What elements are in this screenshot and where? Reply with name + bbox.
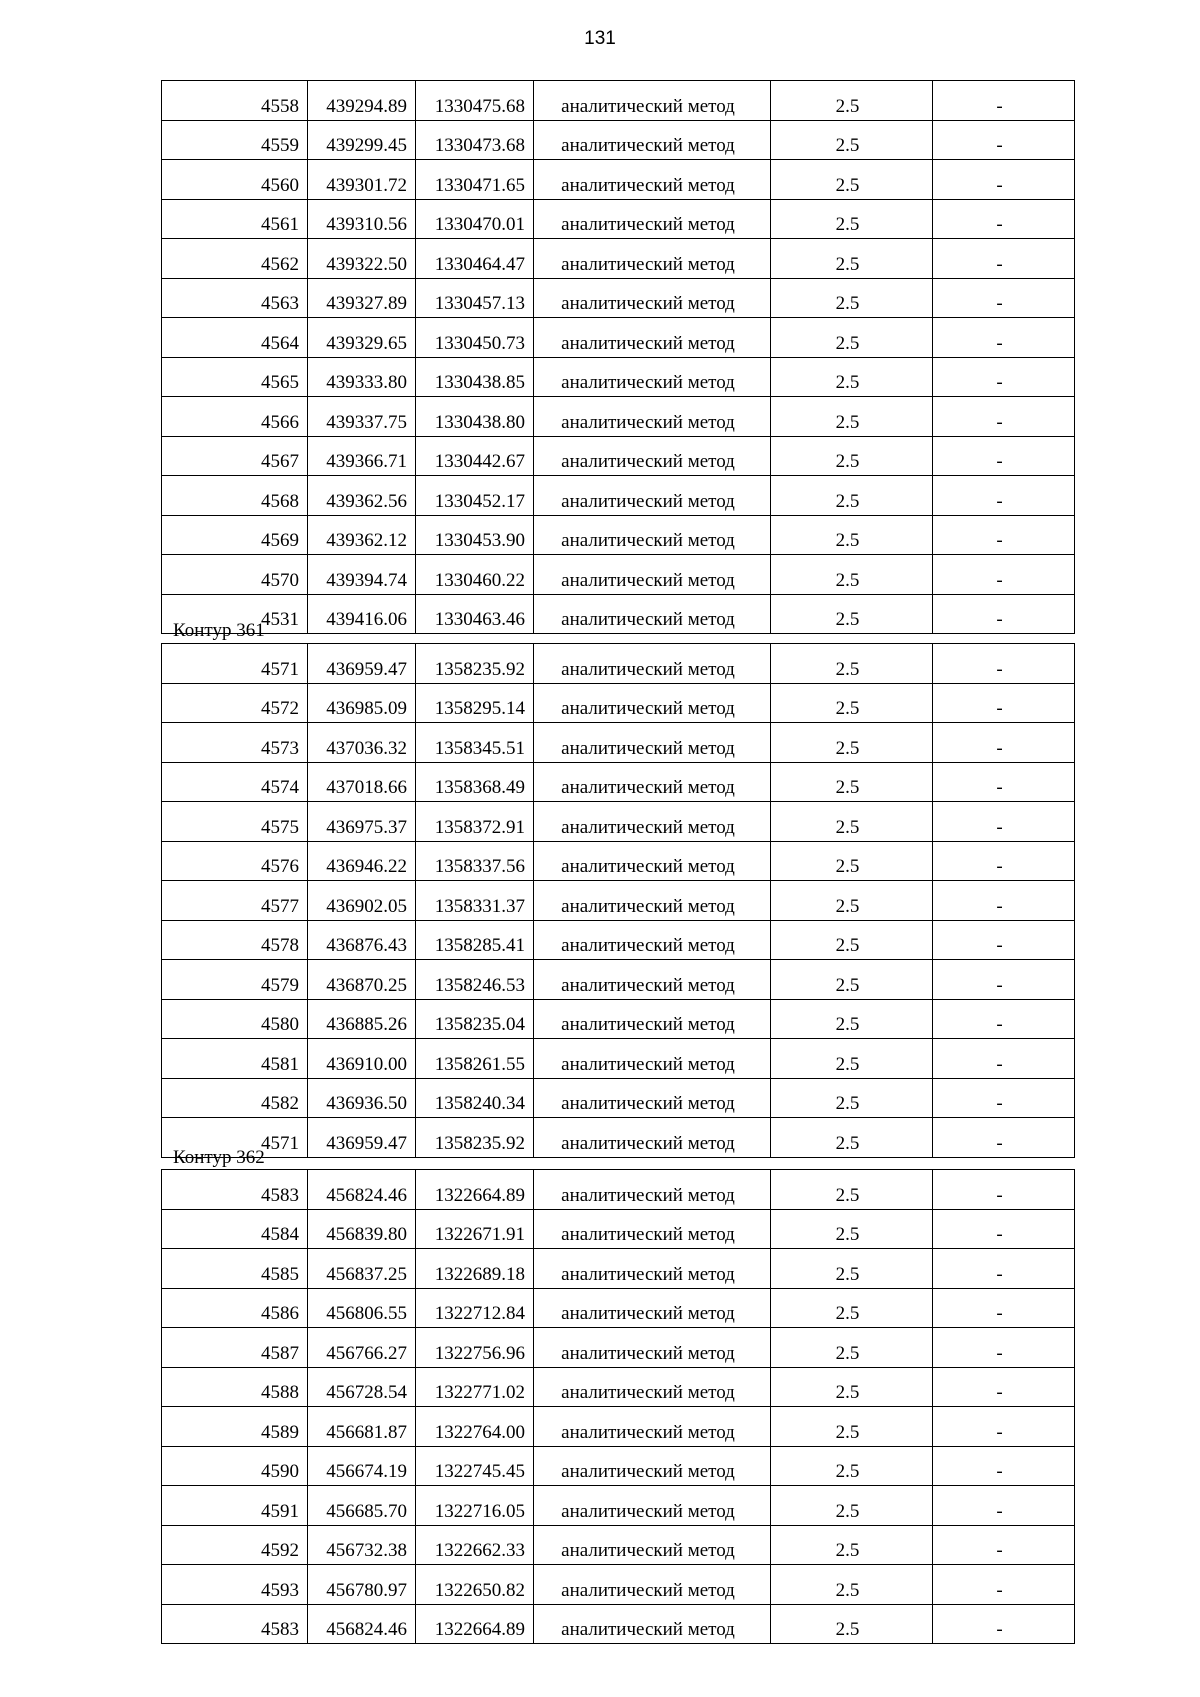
accuracy-cell: 2.5 [771, 1486, 933, 1526]
note-cell: - [933, 1367, 1075, 1407]
method-cell: аналитический метод [534, 802, 771, 842]
y-coordinate-cell: 1330463.46 [416, 594, 534, 634]
x-coordinate-cell: 436959.47 [308, 1118, 416, 1158]
note-cell: - [933, 120, 1075, 160]
x-coordinate-cell: 439362.12 [308, 515, 416, 555]
method-cell: аналитический метод [534, 160, 771, 200]
note-cell: - [933, 1446, 1075, 1486]
method-cell: аналитический метод [534, 555, 771, 595]
point-number-cell: 4573 [162, 723, 308, 763]
y-coordinate-cell: 1358261.55 [416, 1039, 534, 1079]
y-coordinate-cell: 1358235.04 [416, 999, 534, 1039]
x-coordinate-cell: 439327.89 [308, 278, 416, 318]
point-number-cell: 4591 [162, 1486, 308, 1526]
method-cell: аналитический метод [534, 762, 771, 802]
y-coordinate-cell: 1330452.17 [416, 476, 534, 516]
accuracy-cell: 2.5 [771, 1170, 933, 1210]
x-coordinate-cell: 439310.56 [308, 199, 416, 239]
method-cell: аналитический метод [534, 881, 771, 921]
note-cell: - [933, 357, 1075, 397]
point-number-cell: 4574 [162, 762, 308, 802]
table-row [162, 515, 1075, 555]
method-cell: аналитический метод [534, 278, 771, 318]
x-coordinate-cell: 456780.97 [308, 1565, 416, 1605]
accuracy-cell: 2.5 [771, 555, 933, 595]
table-row [162, 1078, 1075, 1118]
method-cell: аналитический метод [534, 1486, 771, 1526]
point-number-cell: 4577 [162, 881, 308, 921]
table-row [162, 1525, 1075, 1565]
point-number-cell: 4587 [162, 1328, 308, 1368]
table-row [162, 881, 1075, 921]
accuracy-cell: 2.5 [771, 802, 933, 842]
method-cell: аналитический метод [534, 1039, 771, 1079]
accuracy-cell: 2.5 [771, 239, 933, 279]
x-coordinate-cell: 456806.55 [308, 1288, 416, 1328]
point-number-cell: 4571 [162, 644, 308, 684]
table-row [162, 1486, 1075, 1526]
method-cell: аналитический метод [534, 1525, 771, 1565]
y-coordinate-cell: 1322664.89 [416, 1604, 534, 1644]
accuracy-cell: 2.5 [771, 357, 933, 397]
method-cell: аналитический метод [534, 1367, 771, 1407]
x-coordinate-cell: 439362.56 [308, 476, 416, 516]
y-coordinate-cell: 1322716.05 [416, 1486, 534, 1526]
point-number-cell: 4569 [162, 515, 308, 555]
point-number-cell: 4560 [162, 160, 308, 200]
point-number-cell: 4583 [162, 1170, 308, 1210]
x-coordinate-cell: 439301.72 [308, 160, 416, 200]
table-row [162, 1288, 1075, 1328]
method-cell: аналитический метод [534, 841, 771, 881]
accuracy-cell: 2.5 [771, 762, 933, 802]
method-cell: аналитический метод [534, 81, 771, 121]
table-row [162, 1249, 1075, 1289]
method-cell: аналитический метод [534, 683, 771, 723]
table-row [162, 1367, 1075, 1407]
table-row [162, 594, 1075, 634]
point-number-cell: 4572 [162, 683, 308, 723]
note-cell: - [933, 960, 1075, 1000]
note-cell: - [933, 1328, 1075, 1368]
method-cell: аналитический метод [534, 1078, 771, 1118]
accuracy-cell: 2.5 [771, 1328, 933, 1368]
x-coordinate-cell: 456824.46 [308, 1604, 416, 1644]
y-coordinate-cell: 1330438.80 [416, 397, 534, 437]
note-cell: - [933, 762, 1075, 802]
method-cell: аналитический метод [534, 960, 771, 1000]
x-coordinate-cell: 456681.87 [308, 1407, 416, 1447]
table-row [162, 841, 1075, 881]
accuracy-cell: 2.5 [771, 920, 933, 960]
accuracy-cell: 2.5 [771, 1039, 933, 1079]
point-number-cell: 4590 [162, 1446, 308, 1486]
note-cell: - [933, 1118, 1075, 1158]
note-cell: - [933, 1078, 1075, 1118]
point-number-cell: 4566 [162, 397, 308, 437]
accuracy-cell: 2.5 [771, 397, 933, 437]
point-number-cell: 4561 [162, 199, 308, 239]
table-row [162, 762, 1075, 802]
x-coordinate-cell: 436946.22 [308, 841, 416, 881]
note-cell: - [933, 239, 1075, 279]
table-row [162, 160, 1075, 200]
table-row [162, 1565, 1075, 1605]
accuracy-cell: 2.5 [771, 960, 933, 1000]
note-cell: - [933, 1604, 1075, 1644]
accuracy-cell: 2.5 [771, 644, 933, 684]
x-coordinate-cell: 436870.25 [308, 960, 416, 1000]
accuracy-cell: 2.5 [771, 1525, 933, 1565]
method-cell: аналитический метод [534, 239, 771, 279]
table-row [162, 476, 1075, 516]
accuracy-cell: 2.5 [771, 278, 933, 318]
x-coordinate-cell: 439294.89 [308, 81, 416, 121]
method-cell: аналитический метод [534, 594, 771, 634]
point-number-cell: 4580 [162, 999, 308, 1039]
table-row [162, 1446, 1075, 1486]
table-row [162, 199, 1075, 239]
x-coordinate-cell: 456824.46 [308, 1170, 416, 1210]
accuracy-cell: 2.5 [771, 160, 933, 200]
table-row [162, 999, 1075, 1039]
x-coordinate-cell: 436975.37 [308, 802, 416, 842]
method-cell: аналитический метод [534, 1328, 771, 1368]
x-coordinate-cell: 456732.38 [308, 1525, 416, 1565]
y-coordinate-cell: 1322764.00 [416, 1407, 534, 1447]
y-coordinate-cell: 1358285.41 [416, 920, 534, 960]
accuracy-cell: 2.5 [771, 515, 933, 555]
x-coordinate-cell: 456728.54 [308, 1367, 416, 1407]
y-coordinate-cell: 1330470.01 [416, 199, 534, 239]
accuracy-cell: 2.5 [771, 476, 933, 516]
accuracy-cell: 2.5 [771, 1446, 933, 1486]
method-cell: аналитический метод [534, 318, 771, 358]
y-coordinate-cell: 1322662.33 [416, 1525, 534, 1565]
accuracy-cell: 2.5 [771, 841, 933, 881]
x-coordinate-cell: 436959.47 [308, 644, 416, 684]
note-cell: - [933, 397, 1075, 437]
method-cell: аналитический метод [534, 1209, 771, 1249]
point-number-cell: 4559 [162, 120, 308, 160]
method-cell: аналитический метод [534, 723, 771, 763]
table-row [162, 1209, 1075, 1249]
note-cell: - [933, 278, 1075, 318]
x-coordinate-cell: 456766.27 [308, 1328, 416, 1368]
point-number-cell: 4575 [162, 802, 308, 842]
note-cell: - [933, 160, 1075, 200]
accuracy-cell: 2.5 [771, 1407, 933, 1447]
method-cell: аналитический метод [534, 476, 771, 516]
method-cell: аналитический метод [534, 1288, 771, 1328]
method-cell: аналитический метод [534, 1604, 771, 1644]
x-coordinate-cell: 436876.43 [308, 920, 416, 960]
table-row [162, 318, 1075, 358]
table-row [162, 120, 1075, 160]
y-coordinate-cell: 1358235.92 [416, 644, 534, 684]
note-cell: - [933, 683, 1075, 723]
table-row [162, 960, 1075, 1000]
note-cell: - [933, 841, 1075, 881]
point-number-cell: 4567 [162, 436, 308, 476]
method-cell: аналитический метод [534, 1446, 771, 1486]
contour-361-table [161, 643, 1074, 1158]
y-coordinate-cell: 1322689.18 [416, 1249, 534, 1289]
method-cell: аналитический метод [534, 644, 771, 684]
x-coordinate-cell: 437018.66 [308, 762, 416, 802]
y-coordinate-cell: 1330464.47 [416, 239, 534, 279]
method-cell: аналитический метод [534, 357, 771, 397]
method-cell: аналитический метод [534, 1249, 771, 1289]
accuracy-cell: 2.5 [771, 1565, 933, 1605]
contour-361-label: Контур 361 [173, 620, 265, 641]
y-coordinate-cell: 1358246.53 [416, 960, 534, 1000]
y-coordinate-cell: 1330475.68 [416, 81, 534, 121]
table-row [162, 436, 1075, 476]
note-cell: - [933, 999, 1075, 1039]
y-coordinate-cell: 1330450.73 [416, 318, 534, 358]
accuracy-cell: 2.5 [771, 1078, 933, 1118]
method-cell: аналитический метод [534, 1565, 771, 1605]
accuracy-cell: 2.5 [771, 81, 933, 121]
x-coordinate-cell: 439337.75 [308, 397, 416, 437]
x-coordinate-cell: 439416.06 [308, 594, 416, 634]
point-number-cell: 4581 [162, 1039, 308, 1079]
y-coordinate-cell: 1358345.51 [416, 723, 534, 763]
note-cell: - [933, 881, 1075, 921]
point-number-cell: 4578 [162, 920, 308, 960]
point-number-cell: 4562 [162, 239, 308, 279]
note-cell: - [933, 81, 1075, 121]
table-row [162, 1604, 1075, 1644]
accuracy-cell: 2.5 [771, 683, 933, 723]
y-coordinate-cell: 1322756.96 [416, 1328, 534, 1368]
point-number-cell: 4568 [162, 476, 308, 516]
y-coordinate-cell: 1330460.22 [416, 555, 534, 595]
method-cell: аналитический метод [534, 436, 771, 476]
table-row [162, 278, 1075, 318]
y-coordinate-cell: 1322712.84 [416, 1288, 534, 1328]
table-row [162, 357, 1075, 397]
table-row [162, 239, 1075, 279]
accuracy-cell: 2.5 [771, 881, 933, 921]
x-coordinate-cell: 456839.80 [308, 1209, 416, 1249]
y-coordinate-cell: 1330471.65 [416, 160, 534, 200]
y-coordinate-cell: 1330438.85 [416, 357, 534, 397]
y-coordinate-cell: 1358240.34 [416, 1078, 534, 1118]
x-coordinate-cell: 439299.45 [308, 120, 416, 160]
method-cell: аналитический метод [534, 920, 771, 960]
point-number-cell: 4585 [162, 1249, 308, 1289]
method-cell: аналитический метод [534, 1118, 771, 1158]
table-row [162, 397, 1075, 437]
point-number-cell: 4586 [162, 1288, 308, 1328]
point-number-cell: 4563 [162, 278, 308, 318]
table-row [162, 723, 1075, 763]
x-coordinate-cell: 456685.70 [308, 1486, 416, 1526]
note-cell: - [933, 1407, 1075, 1447]
coordinates-table-continued [161, 80, 1074, 634]
table-row [162, 1118, 1075, 1158]
point-number-cell: 4593 [162, 1565, 308, 1605]
note-cell: - [933, 920, 1075, 960]
note-cell: - [933, 1525, 1075, 1565]
y-coordinate-cell: 1330457.13 [416, 278, 534, 318]
x-coordinate-cell: 439322.50 [308, 239, 416, 279]
accuracy-cell: 2.5 [771, 120, 933, 160]
page-number: 131 [584, 28, 616, 49]
y-coordinate-cell: 1358368.49 [416, 762, 534, 802]
note-cell: - [933, 1170, 1075, 1210]
note-cell: - [933, 644, 1075, 684]
point-number-cell: 4579 [162, 960, 308, 1000]
y-coordinate-cell: 1322671.91 [416, 1209, 534, 1249]
contour-362-label: Контур 362 [173, 1147, 265, 1168]
point-number-cell: 4558 [162, 81, 308, 121]
x-coordinate-cell: 436885.26 [308, 999, 416, 1039]
y-coordinate-cell: 1358331.37 [416, 881, 534, 921]
method-cell: аналитический метод [534, 515, 771, 555]
note-cell: - [933, 1249, 1075, 1289]
table-row [162, 802, 1075, 842]
table-row [162, 644, 1075, 684]
point-number-cell: 4576 [162, 841, 308, 881]
table-row [162, 555, 1075, 595]
method-cell: аналитический метод [534, 1407, 771, 1447]
table-row [162, 1407, 1075, 1447]
note-cell: - [933, 594, 1075, 634]
note-cell: - [933, 476, 1075, 516]
x-coordinate-cell: 437036.32 [308, 723, 416, 763]
accuracy-cell: 2.5 [771, 318, 933, 358]
accuracy-cell: 2.5 [771, 1118, 933, 1158]
note-cell: - [933, 555, 1075, 595]
table-row [162, 1328, 1075, 1368]
accuracy-cell: 2.5 [771, 199, 933, 239]
note-cell: - [933, 723, 1075, 763]
x-coordinate-cell: 436902.05 [308, 881, 416, 921]
coordinates-table [161, 80, 1075, 634]
y-coordinate-cell: 1330442.67 [416, 436, 534, 476]
method-cell: аналитический метод [534, 120, 771, 160]
coordinates-table [161, 1169, 1075, 1644]
note-cell: - [933, 1288, 1075, 1328]
point-number-cell: 4565 [162, 357, 308, 397]
accuracy-cell: 2.5 [771, 1249, 933, 1289]
accuracy-cell: 2.5 [771, 1209, 933, 1249]
accuracy-cell: 2.5 [771, 1288, 933, 1328]
x-coordinate-cell: 436936.50 [308, 1078, 416, 1118]
point-number-cell: 4589 [162, 1407, 308, 1447]
table-row [162, 683, 1075, 723]
y-coordinate-cell: 1358337.56 [416, 841, 534, 881]
x-coordinate-cell: 439329.65 [308, 318, 416, 358]
accuracy-cell: 2.5 [771, 999, 933, 1039]
point-number-cell: 4588 [162, 1367, 308, 1407]
table-row [162, 81, 1075, 121]
x-coordinate-cell: 456674.19 [308, 1446, 416, 1486]
note-cell: - [933, 199, 1075, 239]
note-cell: - [933, 802, 1075, 842]
y-coordinate-cell: 1322771.02 [416, 1367, 534, 1407]
accuracy-cell: 2.5 [771, 1604, 933, 1644]
y-coordinate-cell: 1358372.91 [416, 802, 534, 842]
table-row [162, 1170, 1075, 1210]
method-cell: аналитический метод [534, 199, 771, 239]
x-coordinate-cell: 456837.25 [308, 1249, 416, 1289]
point-number-cell: 4571 [162, 1118, 308, 1158]
accuracy-cell: 2.5 [771, 436, 933, 476]
y-coordinate-cell: 1330453.90 [416, 515, 534, 555]
accuracy-cell: 2.5 [771, 1367, 933, 1407]
note-cell: - [933, 318, 1075, 358]
accuracy-cell: 2.5 [771, 723, 933, 763]
table-row [162, 1039, 1075, 1079]
x-coordinate-cell: 439394.74 [308, 555, 416, 595]
point-number-cell: 4583 [162, 1604, 308, 1644]
point-number-cell: 4570 [162, 555, 308, 595]
method-cell: аналитический метод [534, 999, 771, 1039]
note-cell: - [933, 1209, 1075, 1249]
point-number-cell: 4582 [162, 1078, 308, 1118]
y-coordinate-cell: 1322745.45 [416, 1446, 534, 1486]
point-number-cell: 4592 [162, 1525, 308, 1565]
method-cell: аналитический метод [534, 397, 771, 437]
y-coordinate-cell: 1358235.92 [416, 1118, 534, 1158]
y-coordinate-cell: 1322664.89 [416, 1170, 534, 1210]
note-cell: - [933, 1039, 1075, 1079]
point-number-cell: 4564 [162, 318, 308, 358]
accuracy-cell: 2.5 [771, 594, 933, 634]
point-number-cell: 4584 [162, 1209, 308, 1249]
x-coordinate-cell: 439366.71 [308, 436, 416, 476]
x-coordinate-cell: 439333.80 [308, 357, 416, 397]
table-row [162, 920, 1075, 960]
note-cell: - [933, 1565, 1075, 1605]
point-number-cell: 4531 [162, 594, 308, 634]
x-coordinate-cell: 436910.00 [308, 1039, 416, 1079]
x-coordinate-cell: 436985.09 [308, 683, 416, 723]
contour-362-table [161, 1169, 1074, 1644]
y-coordinate-cell: 1322650.82 [416, 1565, 534, 1605]
y-coordinate-cell: 1330473.68 [416, 120, 534, 160]
method-cell: аналитический метод [534, 1170, 771, 1210]
y-coordinate-cell: 1358295.14 [416, 683, 534, 723]
coordinates-table [161, 643, 1075, 1158]
note-cell: - [933, 515, 1075, 555]
note-cell: - [933, 436, 1075, 476]
note-cell: - [933, 1486, 1075, 1526]
